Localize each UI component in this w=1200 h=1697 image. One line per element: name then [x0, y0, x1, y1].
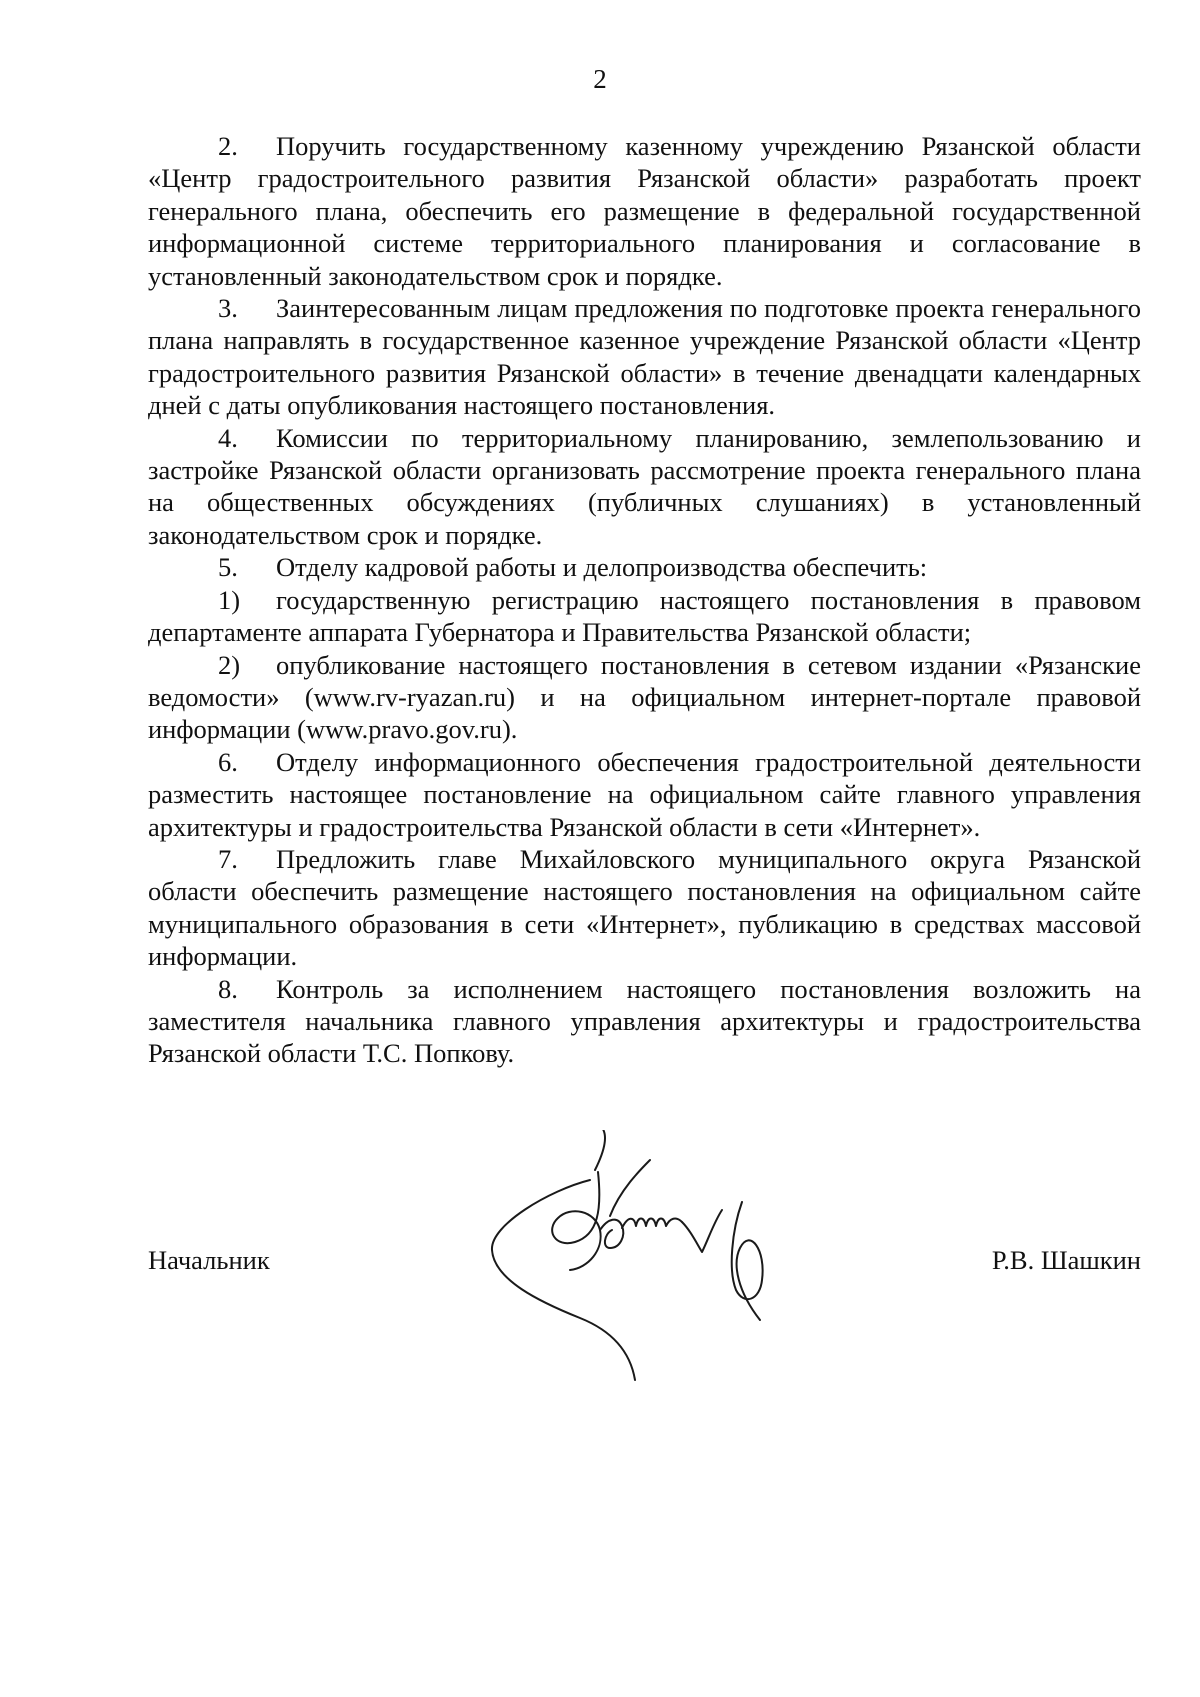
paragraph-number: 2): [218, 649, 241, 680]
signer-name: Р.В. Шашкин: [991, 1245, 1141, 1275]
paragraph-2: [148, 130, 1141, 292]
paragraph-text: Отделу информационного обеспечения градостроительной деятельности разместить настоящее постановление на официальном сайте главного управления архитектуры и градостроительства Рязанской области в сети «Интернет».: [148, 746, 1141, 842]
paragraph-8: [148, 973, 1141, 1070]
paragraph-5: [148, 551, 1141, 583]
paragraph-text: Контроль за исполнением настоящего постановления возложить на заместителя начальника главного управления архитектуры и градостроительства Рязанской области Т.С. Попкову.: [148, 973, 1141, 1069]
paragraph-number: 1): [218, 584, 241, 615]
paragraph-text: Отделу кадровой работы и делопроизводства обеспечить:: [276, 552, 928, 583]
paragraph-5-1: [148, 584, 1141, 649]
paragraph-number: 4.: [218, 422, 238, 453]
paragraph-text: государственную регистрацию настоящего постановления в правовом департаменте аппарата Губернатора и Правительства Рязанской области;: [148, 584, 1141, 648]
paragraph-4: [148, 422, 1141, 552]
paragraph-5-2: [148, 649, 1141, 746]
paragraph-number: 7.: [218, 843, 238, 874]
paragraph-3: [148, 292, 1141, 422]
paragraph-6: [148, 746, 1141, 843]
paragraph-number: 8.: [218, 973, 238, 1004]
paragraph-number: 5.: [218, 552, 238, 583]
paragraph-number: 3.: [218, 293, 238, 324]
signer-title: Начальник: [148, 1245, 270, 1275]
paragraph-7: [148, 843, 1141, 973]
handwritten-signature-icon: [470, 1130, 830, 1390]
paragraph-number: 2.: [218, 131, 238, 161]
document-body: [148, 130, 1141, 1070]
paragraph-text: Предложить главе Михайловского муниципального округа Рязанской области обеспечить размещение настоящего постановления на официальном сайте муниципального образования в сети «Интернет», публикацию в средствах массовой информации.: [148, 843, 1141, 972]
paragraph-text: Комиссии по территориальному планированию, землепользованию и застройке Рязанской области организовать рассмотрение проекта генерального плана на общественных обсуждениях (публичных слушаниях) в установленный законодательством срок и порядке.: [148, 422, 1141, 550]
paragraph-text: Поручить государственному казенному учреждению Рязанской области «Центр градостроительного развития Рязанской области» разработать проект генерального плана, обеспечить его размещение в федеральной государственной информационной системе территориального планирования и согласование в установленный законодательством срок и порядке.: [148, 131, 1141, 291]
paragraph-text: опубликование настоящего постановления в сетевом издании «Рязанские ведомости» (www.rv-ryazan.ru) и на официальном интернет-портале правовой информации (www.pravo.gov.ru).: [148, 649, 1141, 745]
paragraph-text: Заинтересованным лицам предложения по подготовке проекта генерального плана направлять в государственное казенное учреждение Рязанской области «Центр градостроительного развития Рязанской области» в течение двенадцати календарных дней с даты опубликования настоящего постановления.: [148, 293, 1141, 421]
page-number: 2: [593, 64, 607, 94]
paragraph-number: 6.: [218, 746, 238, 777]
